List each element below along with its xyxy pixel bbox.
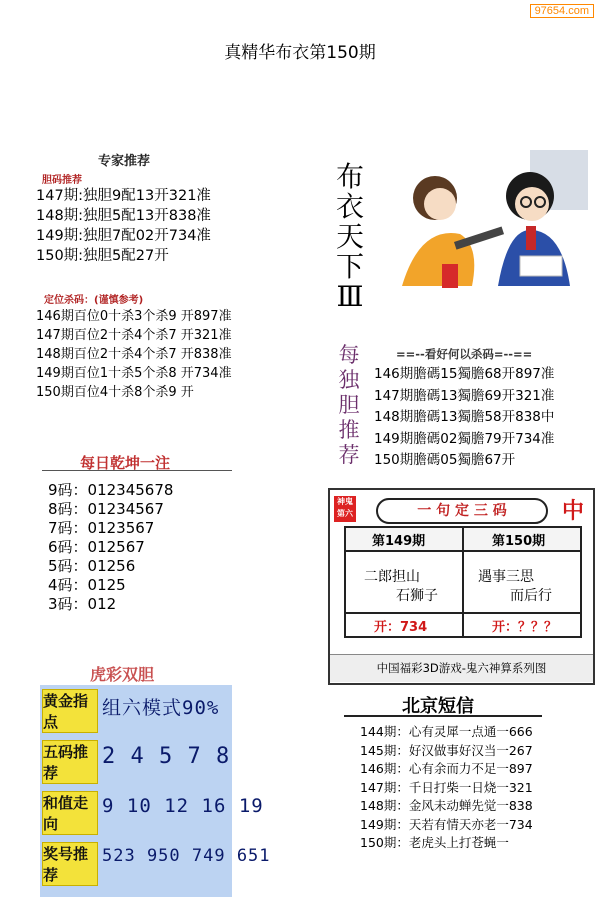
- expert-line: 148期:独胆5配13开838准: [36, 208, 211, 224]
- qiankun-list: [48, 481, 173, 614]
- hucai-panel: [40, 685, 271, 897]
- cartoon-illustration: [380, 146, 592, 296]
- qiankun-heading: 每日乾坤一注: [80, 454, 171, 472]
- beijing-line: 145期：好汉做事好汉当一267: [360, 742, 533, 758]
- divider: [462, 528, 464, 636]
- expert-line: 150期:独胆5配27开: [36, 248, 169, 264]
- qiankun-line: 8码：01234567: [48, 500, 164, 518]
- site-watermark[interactable]: 97654.com: [530, 4, 594, 18]
- position-list: [36, 307, 232, 402]
- hucai-row-value: 2 4 5 7 8: [102, 744, 231, 769]
- yiju-table: [344, 526, 582, 638]
- meidu-list: [374, 364, 554, 472]
- qiankun-line: 9码：012345678: [48, 481, 174, 499]
- meidu-line: 149期膽碼02獨膽79开734准: [374, 430, 555, 447]
- buyi-char: 衣: [335, 190, 364, 223]
- hucai-row-label: 五码推荐: [42, 740, 98, 784]
- yiju-heading: 一 句 定 三 码: [376, 498, 548, 524]
- meidu-vertical-title: [334, 343, 364, 468]
- yiju-badge: 神鬼第六: [334, 496, 356, 522]
- divider: [344, 715, 542, 717]
- buyi-char: 天: [335, 220, 364, 253]
- qiankun-line: 7码：0123567: [48, 519, 155, 537]
- hucai-row-label: 奖号推荐: [42, 842, 98, 886]
- buyi-vertical-title: [332, 162, 368, 312]
- meidu-line: 148期膽碼13獨膽58开838中: [374, 409, 555, 425]
- divider: [42, 470, 232, 471]
- meidu-char: 推: [338, 418, 360, 442]
- meidu-char: 荐: [338, 443, 360, 467]
- expert-list: [36, 186, 211, 266]
- beijing-line: 146期：心有余而力不足一897: [360, 761, 533, 776]
- beijing-line: 149期：天若有情天亦老一734: [360, 816, 533, 832]
- position-heading: 定位杀码：(谨慎参考): [44, 295, 144, 306]
- qiankun-line: 6码：012567: [48, 538, 145, 556]
- position-line: 148期百位2十杀4个杀7 开838准: [36, 347, 232, 362]
- hucai-row: [40, 740, 232, 788]
- yiju-col2-head: 第150期: [492, 534, 546, 549]
- position-line: 150期百位4十杀8个杀9 开: [36, 385, 194, 400]
- buyi-char: 布: [335, 160, 364, 193]
- beijing-line: 147期：千日打柴一日烧一321: [360, 779, 533, 795]
- beijing-list: [360, 723, 533, 853]
- hucai-row: [40, 842, 271, 890]
- hucai-row: [40, 689, 232, 737]
- yiju-footer: 中国福彩3D游戏-鬼六神算系列图: [330, 654, 593, 682]
- hucai-row-value: 523 950 749 651: [102, 846, 271, 866]
- meidu-line: 150期膽碼05獨膽67开: [374, 452, 516, 468]
- buyi-char: Ⅲ: [336, 280, 364, 313]
- hucai-row-label: 黄金指点: [42, 689, 98, 733]
- yiju-col2-kai: 开：？？？: [492, 620, 558, 635]
- position-line: 146期百位0十杀3个杀9 开897准: [36, 309, 232, 324]
- buyi-char: 下: [335, 250, 364, 283]
- yiju-panel: [328, 488, 595, 685]
- yiju-col1-text1: 二郎担山: [364, 569, 420, 585]
- meidu-char: 独: [338, 368, 360, 392]
- meidu-char: 胆: [338, 393, 360, 417]
- expert-subheading: 胆码推荐: [42, 175, 82, 186]
- yiju-col2-text1: 遇事三思: [478, 569, 534, 585]
- beijing-line: 150期：老虎头上打苍蝇一: [360, 835, 509, 850]
- beijing-line: 148期：金风未动蝉先觉一838: [360, 798, 533, 813]
- yiju-col1-text2: 石狮子: [396, 588, 438, 604]
- yiju-col2-text2: 而后行: [510, 588, 552, 604]
- yiju-zhong: 中: [562, 499, 585, 524]
- yiju-col1-kai: 开：734: [374, 620, 428, 635]
- expert-heading: 专家推荐: [98, 154, 151, 169]
- position-line: 149期百位1十杀5个杀8 开734准: [36, 366, 232, 381]
- yiju-col1-head: 第149期: [372, 534, 426, 549]
- meidu-char: 每: [338, 343, 360, 367]
- page-title: 真精华布衣第150期: [224, 43, 376, 63]
- hucai-row-value: 9 10 12 16 19: [102, 795, 264, 817]
- expert-line: 149期:独胆7配02开734准: [36, 228, 211, 244]
- meidu-line: 147期膽碼13獨膽69开321准: [374, 387, 555, 404]
- qiankun-line: 3码：012: [48, 595, 117, 613]
- hucai-heading: 虎彩双胆: [90, 665, 155, 684]
- beijing-line: 144期：心有灵犀一点通一666: [360, 724, 533, 739]
- qiankun-line: 5码：01256: [48, 557, 136, 575]
- expert-line: 147期:独胆9配13开321准: [36, 188, 211, 204]
- divider: [346, 612, 580, 614]
- hucai-row-label: 和值走向: [42, 791, 98, 835]
- qiankun-line: 4码：0125: [48, 576, 126, 594]
- meidu-heading: ==--看好何以杀码=--==: [396, 347, 533, 361]
- cartoon-icon: [380, 146, 592, 296]
- position-line: 147期百位2十杀4个杀7 开321准: [36, 328, 232, 343]
- meidu-line: 146期膽碼15獨膽68开897准: [374, 366, 555, 382]
- hucai-row: [40, 791, 264, 839]
- beijing-heading: 北京短信: [402, 696, 474, 717]
- hucai-row-value: 组六模式90%: [102, 697, 220, 719]
